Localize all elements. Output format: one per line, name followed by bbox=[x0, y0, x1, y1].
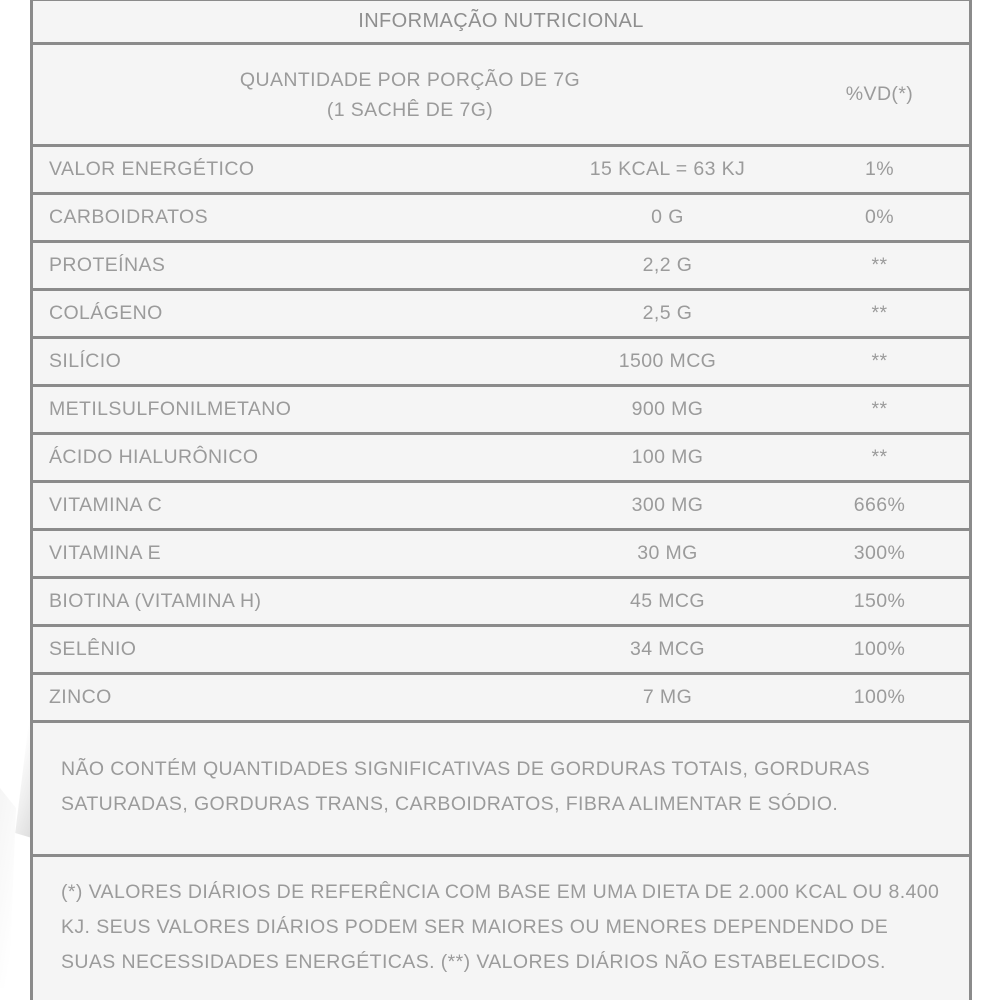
nutrient-amount: 100 MG bbox=[548, 435, 787, 480]
nutrient-amount: 15 KCAL = 63 KJ bbox=[548, 147, 787, 192]
nutrient-vd: 0% bbox=[790, 195, 969, 240]
nutrient-label: VALOR ENERGÉTICO bbox=[33, 147, 545, 192]
nutrient-vd: 150% bbox=[790, 579, 969, 624]
nutrient-vd: ** bbox=[790, 339, 969, 384]
nutrient-label: VITAMINA E bbox=[33, 531, 545, 576]
note-daily-values-reference: (*) VALORES DIÁRIOS DE REFERÊNCIA COM BASE EM UMA DIETA DE 2.000 KCAL OU 8.400 KJ. SEUS VALORES DIÁRIOS PODEM SER MAIORES OU MENORES DEPENDENDO DE SUAS NECESSIDADES ENERGÉTICAS. (**) VALORES DIÁRIOS NÃO ESTABELECIDOS. bbox=[33, 857, 969, 1000]
nutrient-label: SELÊNIO bbox=[33, 627, 545, 672]
nutrient-amount: 0 G bbox=[548, 195, 787, 240]
nutrient-vd: 100% bbox=[790, 627, 969, 672]
table-row bbox=[33, 627, 969, 672]
nutrient-amount: 2,2 G bbox=[548, 243, 787, 288]
table-row bbox=[33, 579, 969, 624]
nutrient-label: CARBOIDRATOS bbox=[33, 195, 545, 240]
nutrient-amount: 45 MCG bbox=[548, 579, 787, 624]
nutrient-label: ÁCIDO HIALURÔNICO bbox=[33, 435, 545, 480]
nutrient-vd: ** bbox=[790, 243, 969, 288]
nutrient-label: VITAMINA C bbox=[33, 483, 545, 528]
nutrient-label: COLÁGENO bbox=[33, 291, 545, 336]
nutrient-label: ZINCO bbox=[33, 675, 545, 720]
nutrient-amount: 30 MG bbox=[548, 531, 787, 576]
portion-header-line1: QUANTIDADE POR PORÇÃO DE 7G bbox=[239, 68, 581, 91]
table-row bbox=[33, 195, 969, 240]
table-row bbox=[33, 147, 969, 192]
nutrient-vd: 1% bbox=[790, 147, 969, 192]
table-row bbox=[33, 243, 969, 288]
nutrient-vd: 666% bbox=[790, 483, 969, 528]
table-row bbox=[33, 339, 969, 384]
nutrient-vd: ** bbox=[790, 435, 969, 480]
nutrient-vd: ** bbox=[790, 291, 969, 336]
nutrient-vd: 300% bbox=[790, 531, 969, 576]
table-row bbox=[33, 531, 969, 576]
note-no-significant-amounts: NÃO CONTÉM QUANTIDADES SIGNIFICATIVAS DE GORDURAS TOTAIS, GORDURAS SATURADAS, GORDURAS TRANS, CARBOIDRATOS, FIBRA ALIMENTAR E SÓDIO. bbox=[33, 723, 969, 854]
nutrient-label: BIOTINA (VITAMINA H) bbox=[33, 579, 545, 624]
nutrient-amount: 2,5 G bbox=[548, 291, 787, 336]
table-row bbox=[33, 675, 969, 720]
nutrient-amount: 34 MCG bbox=[548, 627, 787, 672]
nutrient-vd: ** bbox=[790, 387, 969, 432]
table-title: INFORMAÇÃO NUTRICIONAL bbox=[33, 1, 969, 42]
nutrient-amount: 1500 MCG bbox=[548, 339, 787, 384]
page-edge-decoration bbox=[0, 788, 16, 988]
table-row bbox=[33, 291, 969, 336]
portion-header-cell bbox=[33, 45, 787, 144]
table-row bbox=[33, 435, 969, 480]
table-header-row bbox=[33, 45, 969, 144]
note-row-daily-values bbox=[33, 857, 969, 1000]
nutrient-amount: 900 MG bbox=[548, 387, 787, 432]
vd-header-cell: %VD(*) bbox=[790, 45, 969, 144]
portion-header-line2: (1 SACHÊ DE 7G) bbox=[326, 98, 494, 121]
nutrient-amount: 300 MG bbox=[548, 483, 787, 528]
table-row bbox=[33, 387, 969, 432]
nutrient-vd: 100% bbox=[790, 675, 969, 720]
table-row bbox=[33, 483, 969, 528]
nutrition-facts-table bbox=[30, 0, 972, 1000]
nutrient-amount: 7 MG bbox=[548, 675, 787, 720]
nutrient-label: PROTEÍNAS bbox=[33, 243, 545, 288]
nutrient-label: METILSULFONILMETANO bbox=[33, 387, 545, 432]
nutrient-label: SILÍCIO bbox=[33, 339, 545, 384]
note-row-no-significant-amounts bbox=[33, 723, 969, 854]
table-title-row bbox=[33, 1, 969, 42]
